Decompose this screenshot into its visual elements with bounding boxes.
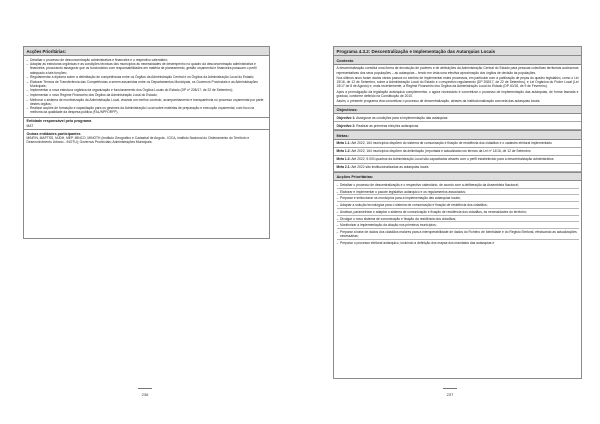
context-body [334, 65, 581, 105]
left-action-item: – Adaptar as estruturas orgânicas e as condições técnicas dos municípios às necessidades de desempenho no quadro da desconcentração administrativa e financeira, procurando assegurar que os funcionários com responsabilidades em matéria de planeamento, gestão orçamental e financeira possuam o perfil adequado a tais funções; [27, 62, 267, 74]
program-table [333, 46, 582, 379]
right-action-item: – Elaborar e implementar o pacote legislativo autárquico e os regulamentos associados; [337, 190, 579, 196]
responsible-entity-block [24, 117, 269, 130]
right-actions-list [334, 181, 581, 248]
objectives-header: Objectivos: [334, 105, 581, 115]
objective-label: Objectivo 1: [336, 115, 356, 120]
goal-row [334, 164, 581, 172]
left-actions-header: Acções Prioritárias: [24, 47, 269, 56]
right-action-item: – Monitorizar a implementação da citação nos primeiros municípios; [337, 223, 579, 229]
right-action-item: – Analisar, parametrizar e adaptar o sistema de comunicação e fixação de residência dos cidadãos, às necessidades do território; [337, 210, 579, 216]
goal-row [334, 148, 581, 156]
left-action-item: – Regulamentar a diploma sobre a delimitação de competências entre os Órgãos da Administração Central e os Órgãos da Administração Local do Estado; [27, 75, 267, 79]
responsible-entity-value: MAT [26, 123, 34, 128]
left-action-item: – Realizar acções de formação e capacitação para os gestores da Administração Local sobre matérias de preparação e execução orçamental, com foco na melhoria da qualidade da despesa pública (FAL/NPFORFP). [27, 106, 267, 114]
program-title: Programa 4.3.2: Descentralização e Implementação das Autarquias Locais [334, 47, 581, 56]
right-action-item: – Preparar e seleccionar os municípios para a implementação das autarquias locais; [337, 196, 579, 202]
goal-row [334, 156, 581, 164]
goals-header: Metas: [334, 130, 581, 140]
right-action-item: – Detalhar o processo de descentralização e o respectivo calendário, de acordo com a deliberação da Assembleia Nacional; [337, 183, 579, 189]
goal-text: Até 2022, 5.000 quadros da Administração Local são capacitados através com o perfil estabelecido para a descentralização administrativa [351, 157, 554, 162]
left-action-item: – Detalhar o processo de desconcentração administrativa e financeira e o respectivo calendário; [27, 58, 267, 62]
left-actions-list [24, 56, 269, 116]
goal-text: Até 2022, 164 municípios dispõem do sistema de comunicação e fixação de residência dos cidadãos e o cadastro eleitoral implementado [351, 141, 552, 146]
participants-block [24, 129, 269, 146]
right-action-item: – Adaptar a solução tecnológica para o sistema de comunicação e fixação de residência dos cidadãos; [337, 203, 579, 209]
goal-text: Até 2022 são institucionalizadas as autarquias locais [351, 164, 429, 169]
left-action-item: – Implementar a nova estrutura orgânica da organização e funcionamento dos Órgãos Locais do Estado (DP nº 208/17, de 22 de Setembro); [27, 88, 267, 92]
left-actions-table [23, 46, 270, 239]
left-action-item: – Implementar o novo Regime Financeiro dos Órgãos da Administração Local do Estado; [27, 93, 267, 97]
objective-text: Realizar as primeiras eleições autárquicas [356, 123, 419, 128]
right-action-item: – Divulgar o novo sistema de comunicação e fixação da residência dos cidadãos; [337, 217, 579, 223]
objective-row [334, 114, 581, 122]
context-paragraph: Após a promulgação da legislação autárquica complementar, o agora necessário é concretizar o processo de implementação das autarquias, de forma faseada e gradual, conforme definido na Constituição de 2010. [336, 89, 579, 98]
objective-label: Objectivo 2: [336, 123, 356, 128]
participants-value: MINFIN, MAPTSS, MJDH, MEP, MINCO, MINOTH (Instituto Geográfico e Cadastral de Angola - IGCA, Instituto Nacional do Ordenamento do Território e Desenvolvimento Urbano - INOTU); Governos Provinciais; Administrações Municipais. [26, 136, 250, 145]
left-action-item: – Melhorar o sistema de monitorização da Administração Local, visando um melhor controlo, acompanhamento e transparência no processo orçamental por parte destes órgãos; [27, 98, 267, 106]
left-page-number: 236 [141, 392, 149, 397]
right-action-item: – Preparar o processo eleitoral autárquico, incluindo a definição dos mapas dos mandatos das autarquias e [337, 241, 579, 246]
right-page-number: 237 [446, 392, 454, 397]
goal-label: Meta 1.1: [336, 141, 351, 146]
context-paragraph: A descentralização constitui uma forma de devolução de poderes e de atribuições da Administração Central do Estado para pessoas colectivas territoriais autónomas representativas dos seus populações – as autarquias – tendo em vista uma efectiva aproximação dos órgãos de decisão às populações. [336, 66, 579, 75]
goal-row [334, 140, 581, 148]
goal-label: Meta 1.2: [336, 149, 351, 154]
page-number-rule [443, 388, 457, 389]
context-header: Contexto [334, 56, 581, 65]
goal-text: Até 2022, 164 municípios dispõem da delimitação (reportada e actualizada nos termos da Lei nº 14/16, de 12 de Setembro [351, 149, 531, 154]
right-page [300, 0, 600, 424]
responsible-entity-label: Entidade responsável pelo programa [26, 119, 92, 124]
page-number-rule [138, 388, 152, 389]
objective-text: Assegurar as condições para a implementação das autarquias [356, 115, 448, 120]
goal-label: Meta 1.3: [336, 157, 351, 162]
objective-row [334, 122, 581, 130]
right-actions-header: Acções Prioritárias: [334, 172, 581, 182]
context-paragraph: Nos últimos anos foram dados vários passos no sentido de implementar estes processos, em particular com a publicação de peças do quadro legislativo, como o Lei 15/16, de 12 de Setembro, sobre a Administração Local do Estado e o respectivo regulamento (DP 208/17, de 22 de Setembro), e Lei Orgânica do Poder Local (Lei 15/17 de 8 de Agosto) e, mais recentemente, a Regime Financeiro dos Órgãos da Administração Local do Estado (DP 40/18, de 9 de Fevereiro). [336, 75, 579, 89]
goal-label: Meta 2.1: [336, 164, 351, 169]
participants-label: Outras entidades participantes [26, 131, 81, 136]
right-action-item: – Preparar a base de dados dos cidadãos maiores para a interoperabilidade de dados do Ficheiro de Identidade e do Registo Eleitoral, efectuando as actualizações necessárias; [337, 230, 579, 240]
context-paragraph: Assim, o presente programa visa concretizar o processo de descentralização, através da institucionalização concreta das autarquias locais. [336, 99, 541, 104]
left-action-item: – Elaborar Termos de Transferência das Competências a serem assumidas entre os Departamentos Municipais, os Governos Provinciais e as Administrações Municipais; [27, 80, 267, 88]
